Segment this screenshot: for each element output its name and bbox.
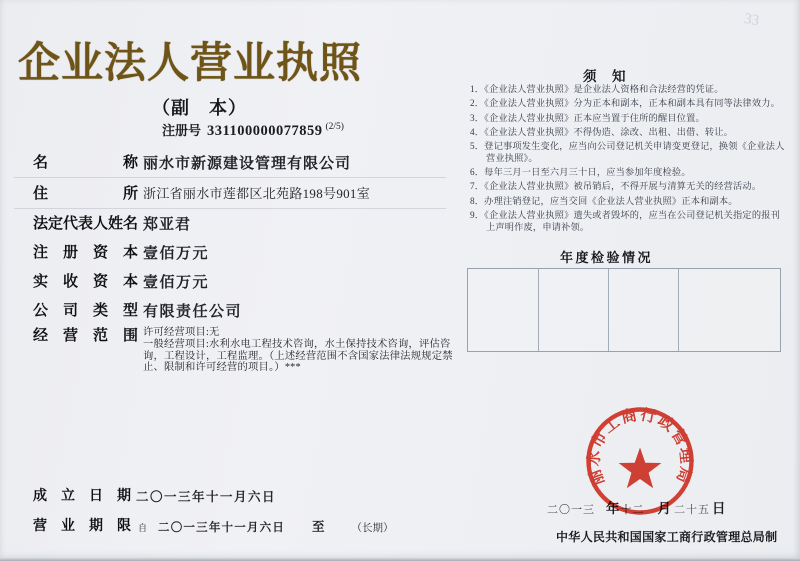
scan-artifact-line	[14, 177, 446, 178]
field-label-established-date: 成 立 日 期	[33, 487, 131, 503]
field-row-company-type	[33, 299, 242, 321]
field-value-established-date: 二〇一三年十一月六日	[136, 490, 277, 504]
term-from-date: 二〇一三年十一月六日	[158, 522, 286, 534]
issue-date-year-unit: 年	[606, 501, 620, 516]
field-value-company-type: 有限责任公司	[143, 304, 243, 320]
pencil-mark: 33	[742, 10, 761, 30]
field-value-business-scope	[143, 324, 461, 374]
registration-label: 注册号	[162, 123, 202, 138]
annual-inspection-table	[467, 268, 781, 352]
field-label-company-type: 公 司 类 型	[33, 302, 139, 319]
annual-inspection-cell	[679, 269, 780, 351]
document-title: 企业法人营业执照	[18, 39, 363, 86]
field-value-legal-representative: 郑亚君	[143, 217, 192, 233]
notice-item: 2．《企业法人营业执照》分为正本和副本，正本和副本具有同等法律效力。	[470, 98, 780, 109]
scan-artifact-line	[14, 208, 446, 209]
field-label-business-term: 营 业 期 限	[33, 517, 131, 533]
annual-inspection-cell	[468, 269, 539, 351]
copy-index-superscript: (2/5)	[325, 122, 344, 132]
notice-item: 3．《企业法人营业执照》正本应当置于住所的醒目位置。	[470, 112, 705, 123]
field-label-business-scope: 经 营 范 围	[33, 327, 139, 344]
issue-date-year: 二〇一三	[547, 504, 595, 516]
notice-item: 8．办理注销登记，应当交回《企业法人营业执照》正本和副本。	[470, 195, 738, 206]
field-row-legal-representative	[33, 212, 191, 234]
notice-item: 1．《企业法人营业执照》是企业法人资格和合法经营的凭证。	[470, 84, 724, 94]
issuer-line: 中华人民共和国国家工商行政管理总局制	[556, 530, 778, 544]
annual-inspection-cell	[609, 269, 679, 351]
field-row-business-term	[33, 515, 394, 535]
field-value-paidin-capital: 壹佰万元	[143, 275, 210, 291]
term-to-prefix: 至	[312, 520, 325, 534]
issue-date-day-unit: 日	[712, 501, 726, 516]
annual-inspection-cell	[539, 269, 609, 351]
term-from-prefix: 自	[138, 523, 148, 533]
scope-general-line: 一般经营项目:水利水电工程技术咨询，水土保持技术咨询，评估咨询，工程设计，工程监理。（上述经营范围不含国家法律法规规定禁止、限制和许可经营的项目。）***	[143, 338, 453, 374]
notice-item: 4．《企业法人营业执照》不得伪造、涂改、出租、出借、转让。	[470, 126, 734, 137]
term-to-value: （长期）	[351, 523, 394, 534]
field-row-established-date	[33, 485, 276, 505]
seal-star-icon	[619, 448, 662, 489]
issue-date-month-unit: 月	[657, 501, 671, 516]
issue-date-month: 十二	[620, 504, 645, 516]
field-label-address: 住 所	[33, 185, 139, 202]
notice-item: 6．每年三月一日至六月三十日，应当参加年度检验。	[470, 167, 691, 178]
issue-date-day: 二十五	[674, 504, 710, 516]
field-label-paidin-capital: 实 收 资 本	[33, 273, 139, 290]
notice-list	[470, 84, 788, 236]
annual-inspection-title: 年度检验情况	[560, 250, 654, 265]
registration-number: 331100000077859	[207, 123, 323, 139]
field-row-paidin-capital	[33, 270, 209, 292]
field-value-business-term	[136, 515, 394, 535]
registration-line	[162, 120, 344, 140]
field-row-registered-capital	[33, 241, 209, 263]
field-label-name: 名 称	[33, 154, 139, 171]
notice-item: 7．《企业法人营业执照》被吊销后，不得开展与清算无关的经营活动。	[470, 181, 762, 192]
field-value-name: 丽水市新源建设管理有限公司	[143, 156, 352, 172]
notice-item: 9．《企业法人营业执照》遗失或者毁坏的，应当在公司登记机关指定的报刊上声明作废，申请补领。	[470, 210, 780, 232]
field-value-registered-capital: 壹佰万元	[143, 246, 210, 262]
seal-text: 丽水市工商行政管理局	[585, 406, 695, 488]
notice-item: 5．登记事项发生变化，应当向公司登记机关申请变更登记，换领《企业法人营业执照》。	[470, 141, 785, 163]
field-row-address	[33, 182, 370, 203]
official-seal	[583, 406, 695, 518]
field-label-legal-representative: 法定代表人姓名	[33, 215, 139, 232]
field-label-registered-capital: 注 册 资 本	[33, 244, 139, 261]
field-value-address: 浙江省丽水市莲都区北苑路198号901室	[143, 186, 371, 201]
scope-licensed-line: 许可经营项目:无	[143, 327, 220, 338]
field-row-name	[33, 151, 351, 173]
field-row-business-scope	[33, 324, 461, 374]
notice-title: 须 知	[583, 69, 627, 84]
document-subtitle: （副 本）	[152, 98, 247, 118]
